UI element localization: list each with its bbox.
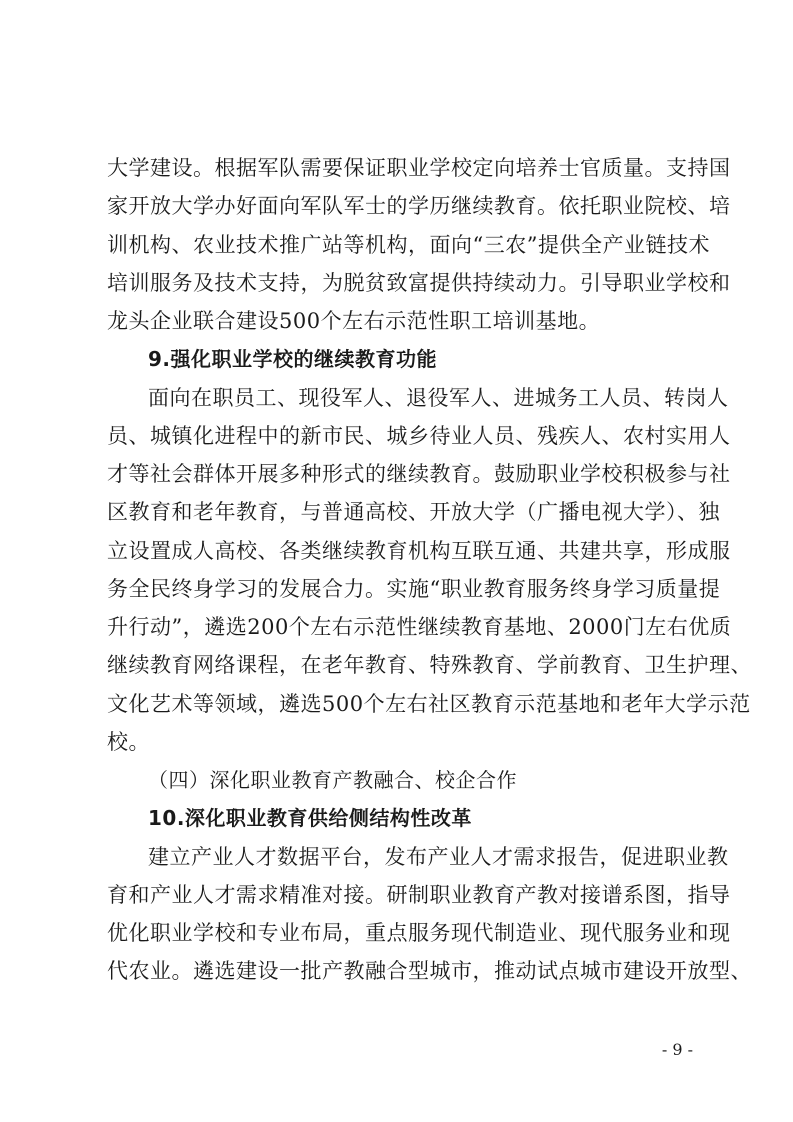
paragraph-line: 代农业。遴选建设一批产教融合型城市，推动试点城市建设开放型、 <box>107 959 752 983</box>
paragraph-line: 大学建设。根据军队需要保证职业学校定向培养士官质量。支持国 <box>107 156 731 180</box>
paragraph-line: 继续教育网络课程，在老年教育、特殊教育、学前教育、卫生护理、 <box>107 653 752 677</box>
paragraph-line: 务全民终身学习的发展合力。实施“职业教育服务终身学习质量提 <box>107 577 721 601</box>
section-heading: 10.深化职业教育供给侧结构性改革 <box>148 806 472 830</box>
paragraph-line: 建立产业人才数据平台，发布产业人才需求报告，促进职业教 <box>148 845 729 869</box>
paragraph-line: 才等社会群体开展多种形式的继续教育。鼓励职业学校积极参与社 <box>107 462 731 486</box>
paragraph-line: 升行动”，遴选200个左右示范性继续教育基地、2000门左右优质 <box>107 615 732 639</box>
paragraph-line: 龙头企业联合建设500个左右示范性职工培训基地。 <box>107 309 601 333</box>
page-number: - 9 - <box>661 1040 693 1059</box>
paragraph-line: 育和产业人才需求精准对接。研制职业教育产教对接谱系图，指导 <box>107 883 731 907</box>
paragraph-line: 面向在职员工、现役军人、退役军人、进城务工人员、转岗人 <box>148 386 729 410</box>
paragraph-line: 家开放大学办好面向军队军士的学历继续教育。依托职业院校、培 <box>107 194 731 218</box>
paragraph-line: 区教育和老年教育，与普通高校、开放大学（广播电视大学）、独 <box>107 500 720 524</box>
paragraph-line: 训机构、农业技术推广站等机构，面向“三农”提供全产业链技术 <box>107 233 710 257</box>
paragraph-line: 文化艺术等领域，遴选500个左右社区教育示范基地和老年大学示范 <box>107 692 751 716</box>
paragraph-line: 员、城镇化进程中的新市民、城乡待业人员、残疾人、农村实用人 <box>107 424 731 448</box>
section-heading: 9.强化职业学校的继续教育功能 <box>148 347 438 371</box>
paragraph-line: 立设置成人高校、各类继续教育机构互联互通、共建共享，形成服 <box>107 539 731 563</box>
section-subtitle: （四）深化职业教育产教融合、校企合作 <box>148 768 517 792</box>
paragraph-line: 优化职业学校和专业布局，重点服务现代制造业、现代服务业和现 <box>107 921 731 945</box>
paragraph-line: 培训服务及技术支持，为脱贫致富提供持续动力。引导职业学校和 <box>107 271 731 295</box>
paragraph-line: 校。 <box>107 730 150 754</box>
